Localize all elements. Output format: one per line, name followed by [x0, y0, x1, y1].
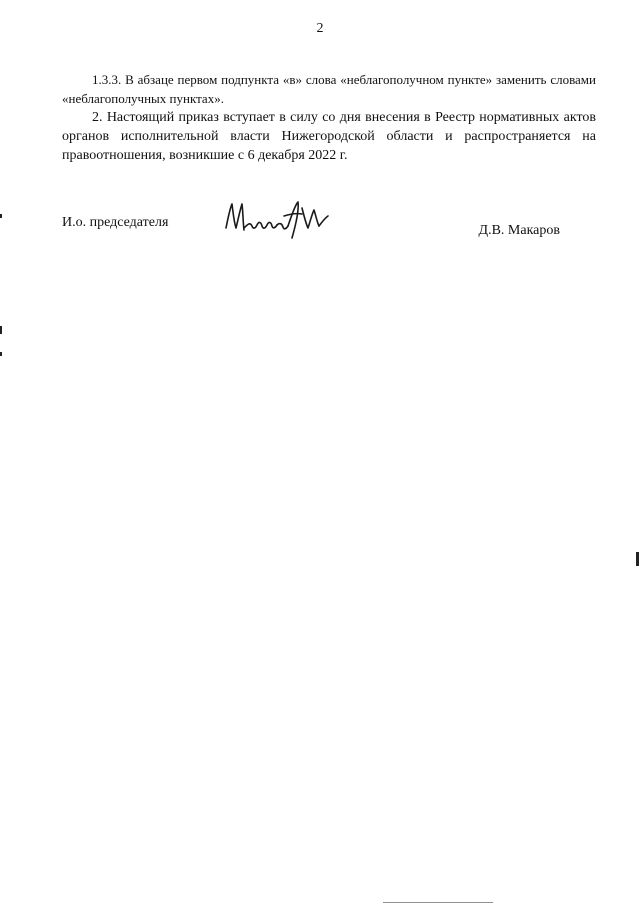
- paragraph-1-3-3: 1.3.3. В абзаце первом подпункта «в» слова «неблагополучном пункте» заменить словами «неблагополучных пунктах».: [62, 72, 596, 106]
- scan-edge-mark: [636, 552, 639, 566]
- handwritten-signature-icon: [222, 198, 330, 244]
- page-number: 2: [316, 21, 324, 36]
- signer-name: Д.В. Макаров: [478, 223, 560, 238]
- scan-edge-mark: [383, 902, 493, 903]
- scan-edge-mark: [0, 214, 2, 218]
- document-body: [62, 70, 596, 165]
- paragraph-2: 2. Настоящий приказ вступает в силу со дня внесения в Реестр нормативных актов органов исполнительной власти Нижегородской области и распространяется на правоотношения, возникшие с 6 декабря 2022 г.: [62, 110, 596, 163]
- scan-edge-mark: [0, 352, 2, 356]
- signature-block: [62, 198, 596, 246]
- scan-edge-mark: [0, 326, 2, 334]
- signer-title: И.о. председателя: [62, 215, 169, 230]
